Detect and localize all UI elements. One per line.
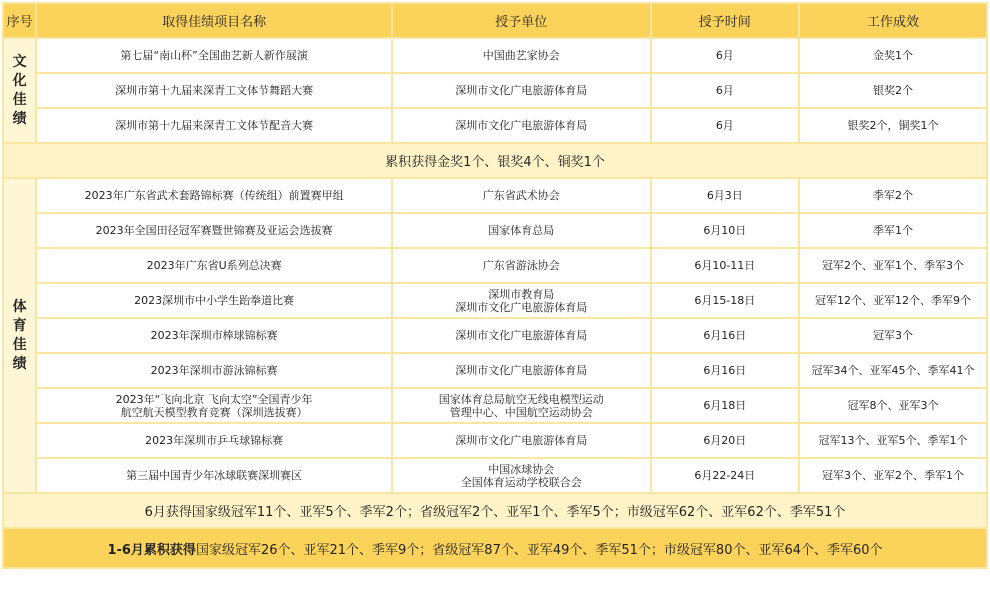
time-cell: 6月16日 (652, 319, 799, 352)
header-unit: 授予单位 (393, 4, 650, 37)
project-cell (37, 389, 391, 422)
table-row (4, 179, 986, 212)
final-summary-text: 国家级冠军26个、亚军21个、季军9个；省级冠军87个、亚军49个、季军51个；市级冠军80个、亚军64个、季军60个 (195, 542, 883, 558)
table-row (4, 74, 986, 107)
result-cell: 季军1个 (800, 214, 986, 247)
group-label-sports (4, 179, 35, 492)
table-row (4, 389, 986, 422)
unit-cell: 国家体育总局 (393, 214, 650, 247)
project-cell: 深圳市第十九届来深青工文体节配音大赛 (37, 109, 391, 142)
time-cell: 6月16日 (652, 354, 799, 387)
table-row (4, 354, 986, 387)
project-line-1: 2023年“飞向北京 飞向太空”全国青少年 (115, 392, 313, 406)
summary-row-culture (4, 144, 986, 177)
achievements-table (2, 2, 988, 569)
table-row (4, 249, 986, 282)
unit-cell: 深圳市文化广电旅游体育局 (393, 109, 650, 142)
table-header-row (4, 4, 986, 37)
project-cell: 深圳市第十九届来深青工文体节舞蹈大赛 (37, 74, 391, 107)
result-cell: 银奖2个 (800, 74, 986, 107)
group-label-culture (4, 39, 35, 142)
final-summary-row (4, 529, 986, 567)
header-time: 授予时间 (652, 4, 799, 37)
culture-summary: 累积获得金奖1个、银奖4个、铜奖1个 (4, 144, 986, 177)
table-row (4, 424, 986, 457)
unit-cell (393, 459, 650, 492)
unit-cell: 广东省武术协会 (393, 179, 650, 212)
final-summary (4, 529, 986, 567)
time-cell: 6月20日 (652, 424, 799, 457)
unit-line-2: 管理中心、中国航空运动协会 (449, 405, 593, 419)
unit-cell: 广东省游泳协会 (393, 249, 650, 282)
unit-cell: 深圳市文化广电旅游体育局 (393, 74, 650, 107)
result-cell: 冠军3个 (800, 319, 986, 352)
unit-line-1: 中国冰球协会 (488, 462, 555, 476)
table-row (4, 284, 986, 317)
project-cell: 2023深圳市中小学生跆拳道比赛 (37, 284, 391, 317)
project-cell: 2023年全国田径冠军赛暨世锦赛及亚运会选拔赛 (37, 214, 391, 247)
result-cell: 季军2个 (800, 179, 986, 212)
project-cell: 第七届“南山杯”全国曲艺新人新作展演 (37, 39, 391, 72)
summary-row-sports (4, 494, 986, 527)
time-cell: 6月10-11日 (652, 249, 799, 282)
result-cell: 银奖2个，铜奖1个 (800, 109, 986, 142)
time-cell: 6月3日 (652, 179, 799, 212)
table-row (4, 214, 986, 247)
unit-line-1: 国家体育总局航空无线电模型运动 (438, 392, 604, 406)
table-row (4, 459, 986, 492)
unit-cell: 深圳市文化广电旅游体育局 (393, 424, 650, 457)
time-cell: 6月18日 (652, 389, 799, 422)
table-row (4, 39, 986, 72)
project-cell: 2023年深圳市游泳锦标赛 (37, 354, 391, 387)
unit-line-2: 全国体育运动学校联合会 (460, 475, 582, 489)
table-row (4, 319, 986, 352)
unit-cell (393, 389, 650, 422)
group-label-sports-text: 体育佳绩 (12, 298, 27, 372)
result-cell: 冠军8个、亚军3个 (800, 389, 986, 422)
project-line-2: 航空航天模型教育竞赛（深圳选拔赛） (120, 405, 308, 419)
result-cell: 金奖1个 (800, 39, 986, 72)
unit-cell: 深圳市文化广电旅游体育局 (393, 354, 650, 387)
project-cell: 2023年广东省U系列总决赛 (37, 249, 391, 282)
time-cell: 6月 (652, 39, 799, 72)
project-cell: 2023年深圳市棒球锦标赛 (37, 319, 391, 352)
time-cell: 6月 (652, 109, 799, 142)
unit-cell: 深圳市文化广电旅游体育局 (393, 319, 650, 352)
unit-cell: 中国曲艺家协会 (393, 39, 650, 72)
unit-cell (393, 284, 650, 317)
project-cell: 第三届中国青少年冰球联赛深圳赛区 (37, 459, 391, 492)
result-cell: 冠军3个、亚军2个、季军1个 (800, 459, 986, 492)
project-cell: 2023年深圳市乒乓球锦标赛 (37, 424, 391, 457)
header-result: 工作成效 (800, 4, 986, 37)
result-cell: 冠军13个、亚军5个、季军1个 (800, 424, 986, 457)
unit-line-2: 深圳市文化广电旅游体育局 (455, 300, 588, 314)
time-cell: 6月10日 (652, 214, 799, 247)
sports-summary: 6月获得国家级冠军11个、亚军5个、季军2个；省级冠军2个、亚军1个、季军5个；市级冠军62个、亚军62个、季军51个 (4, 494, 986, 527)
unit-line-1: 深圳市教育局 (488, 287, 555, 301)
time-cell: 6月22-24日 (652, 459, 799, 492)
header-seq: 序号 (4, 4, 35, 37)
time-cell: 6月 (652, 74, 799, 107)
final-summary-lead: 1-6月累积获得 (107, 542, 196, 558)
table-row (4, 109, 986, 142)
header-project: 取得佳绩项目名称 (37, 4, 391, 37)
group-label-culture-text: 文化佳绩 (12, 53, 27, 127)
result-cell: 冠军2个、亚军1个、季军3个 (800, 249, 986, 282)
time-cell: 6月15-18日 (652, 284, 799, 317)
result-cell: 冠军12个、亚军12个、季军9个 (800, 284, 986, 317)
project-cell: 2023年广东省武术套路锦标赛（传统组）前置赛甲组 (37, 179, 391, 212)
result-cell: 冠军34个、亚军45个、季军41个 (800, 354, 986, 387)
